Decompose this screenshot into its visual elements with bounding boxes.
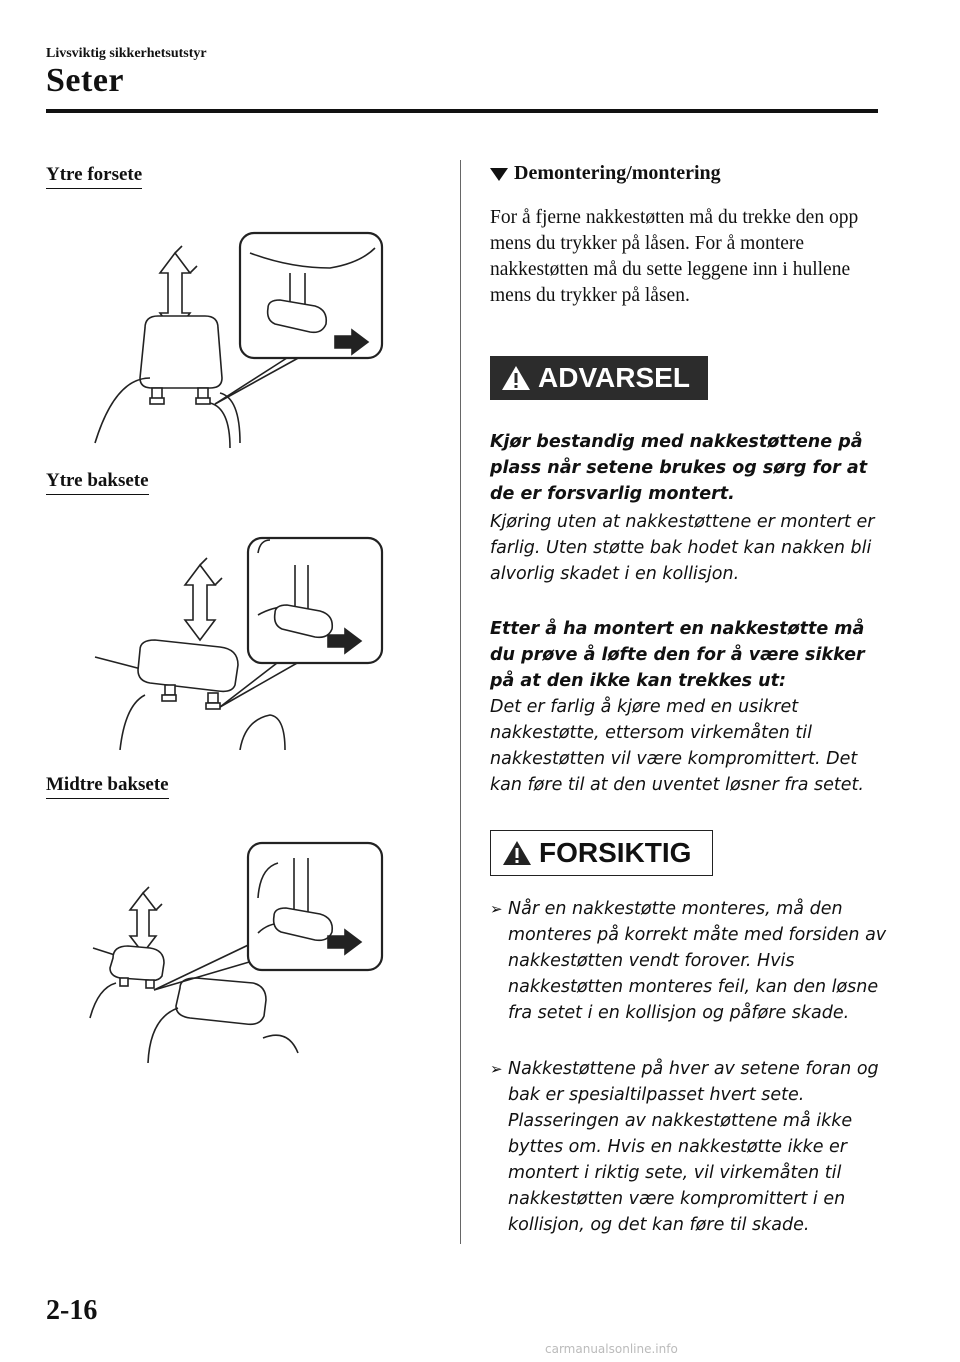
heading-rear-center: Midtre baksete	[46, 774, 169, 799]
page-number: 2-16	[46, 1295, 98, 1326]
triangle-marker-icon	[490, 168, 508, 181]
arrow-bullet-icon: ➢	[490, 1060, 503, 1078]
watermark: carmanualsonline.info	[545, 1342, 678, 1356]
caution-label: FORSIKTIG	[539, 837, 692, 868]
section-heading	[490, 162, 721, 185]
warning-paragraph-1-bold: Kjør bestandig med nakkestøttene på plass når setene brukes og sørg for at de er forsvarlig montert.	[490, 432, 868, 504]
figure-rear-center-seat	[88, 838, 388, 1063]
figure-rear-outer-seat	[90, 535, 390, 750]
caution-banner	[490, 830, 713, 876]
figure-front-outer-seat	[90, 228, 390, 448]
section-label: Livsviktig sikkerhetsutstyr	[46, 46, 207, 61]
warning-banner	[490, 356, 708, 400]
warning-triangle-icon	[501, 839, 533, 867]
caution-bullet-1	[490, 896, 888, 1026]
column-divider	[460, 160, 461, 1244]
warning-label: ADVARSEL	[538, 362, 690, 393]
warning-paragraph-2: Det er farlig å kjøre med en usikret nakkestøtte, ettersom virkemåten til nakkestøtten vil være kompromittert. Det kan føre til at den uventet løsner fra setet.	[490, 697, 864, 795]
caution-bullet-2	[490, 1056, 888, 1238]
caution-bullet-2-text: Nakkestøttene på hver av setene foran og bak er spesialtilpasset hvert sete. Plasseringen av nakkestøttene må ikke byttes om. Hvis en nakkestøtte ikke er montert i riktig sete, vil virkemåten til nakkestøtten være kompromittert i en kollisjon, og det kan føre til skade.	[508, 1059, 879, 1235]
page-title: Seter	[46, 62, 125, 99]
arrow-bullet-icon: ➢	[490, 900, 503, 918]
heading-front-outer: Ytre forsete	[46, 164, 142, 189]
instructions-text: For å fjerne nakkestøtten må du trekke den opp mens du trykker på låsen. For å montere nakkestøtten må du sette leggene inn i hullene mens du trykker på låsen.	[490, 207, 859, 306]
warning-paragraph-2-bold: Etter å ha montert en nakkestøtte må du prøve å løfte den for å være sikker på at den ikke kan trekkes ut:	[490, 619, 865, 691]
section-heading-text: Demontering/montering	[514, 162, 721, 184]
warning-triangle-icon	[500, 364, 532, 392]
caution-bullet-1-text: Når en nakkestøtte monteres, må den monteres på korrekt måte med forsiden av nakkestøtten vendt forover. Hvis nakkestøtten monteres feil, kan den løsne fra setet i en kollisjon og påføre skade.	[508, 899, 887, 1023]
warning-paragraph-1: Kjøring uten at nakkestøttene er montert er farlig. Uten støtte bak hodet kan nakken bli alvorlig skadet i en kollisjon.	[490, 512, 875, 584]
title-rule	[46, 109, 878, 113]
heading-rear-outer: Ytre baksete	[46, 470, 149, 495]
